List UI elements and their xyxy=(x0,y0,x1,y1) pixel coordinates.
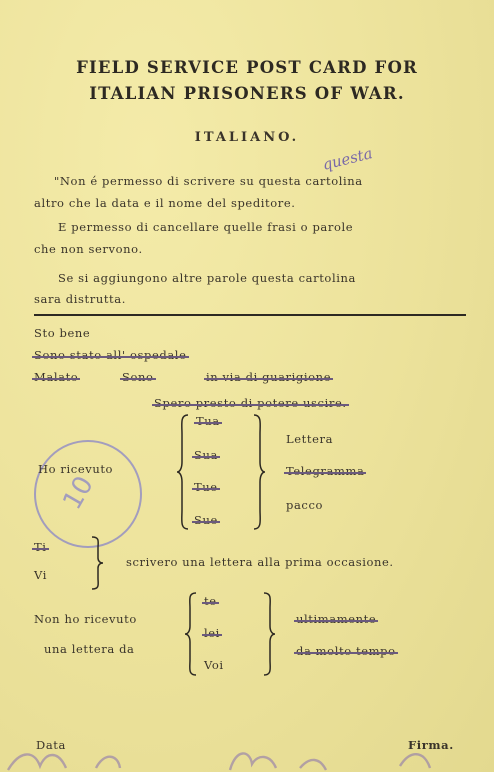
option-ultimamente: ultimamente xyxy=(296,612,377,626)
option-lei: lei xyxy=(204,626,220,640)
malato: Malato xyxy=(34,370,79,384)
not-received-line1: Non ho ricevuto xyxy=(34,612,137,626)
intro-p1-line2: altro che la data e il nome del speditore. xyxy=(34,196,296,210)
ho-ricevuto-label: Ho ricevuto xyxy=(38,462,114,476)
data-label: Data xyxy=(36,738,66,752)
spero-uscire: Spero presto di potere uscire. xyxy=(154,396,347,410)
brace-will-write xyxy=(90,536,104,590)
intro-p2-line1: E permesso di cancellare quelle frasi o parole xyxy=(58,220,354,234)
left-brace-not-received xyxy=(184,592,198,676)
option-voi: Voi xyxy=(204,658,224,672)
right-brace-not-received xyxy=(262,592,276,676)
firma-label: Firma. xyxy=(408,738,454,752)
language-heading: ITALIANO. xyxy=(194,130,300,145)
option-sua: Sua xyxy=(194,448,218,462)
not-received-line2: una lettera da xyxy=(44,642,135,656)
option-ti: Ti xyxy=(34,540,47,554)
right-brace-received xyxy=(252,414,266,530)
stamp-text: 10 xyxy=(57,471,100,515)
option-tue: Tue xyxy=(194,480,218,494)
option-da-molto-tempo: da molto tempo xyxy=(296,644,396,658)
handwritten-signature xyxy=(0,744,494,772)
intro-p1-line1: "Non é permesso di scrivere su questa cartolina xyxy=(54,174,363,188)
intro-p3-line2: sara distrutta. xyxy=(34,292,126,306)
option-vi: Vi xyxy=(34,568,47,582)
option-pacco: pacco xyxy=(286,498,324,512)
in-via-guarigione: in via di guarigione xyxy=(206,370,332,384)
option-te: te xyxy=(204,594,217,608)
divider xyxy=(34,314,466,316)
sono-stato-ospedale: Sono stato all' ospedale xyxy=(34,348,187,362)
option-telegramma: Telegramma xyxy=(286,464,365,478)
sto-bene: Sto bene xyxy=(34,326,91,340)
handwritten-questa: questa xyxy=(320,144,375,174)
sono: Sono xyxy=(122,370,154,384)
header-line-1: FIELD SERVICE POST CARD FOR xyxy=(76,58,418,77)
will-write-text: scrivero una lettera alla prima occasione. xyxy=(126,555,394,569)
option-tua: Tua xyxy=(196,414,220,428)
circular-postmark-stamp xyxy=(34,440,142,548)
option-lettera: Lettera xyxy=(286,432,334,446)
intro-p2-line2: che non servono. xyxy=(34,242,143,256)
option-sue: Sue xyxy=(194,513,218,527)
intro-p3-line1: Se si aggiungono altre parole questa cartolina xyxy=(58,271,356,285)
header-line-2: ITALIAN PRISONERS OF WAR. xyxy=(89,84,405,103)
left-brace-received xyxy=(176,414,190,530)
